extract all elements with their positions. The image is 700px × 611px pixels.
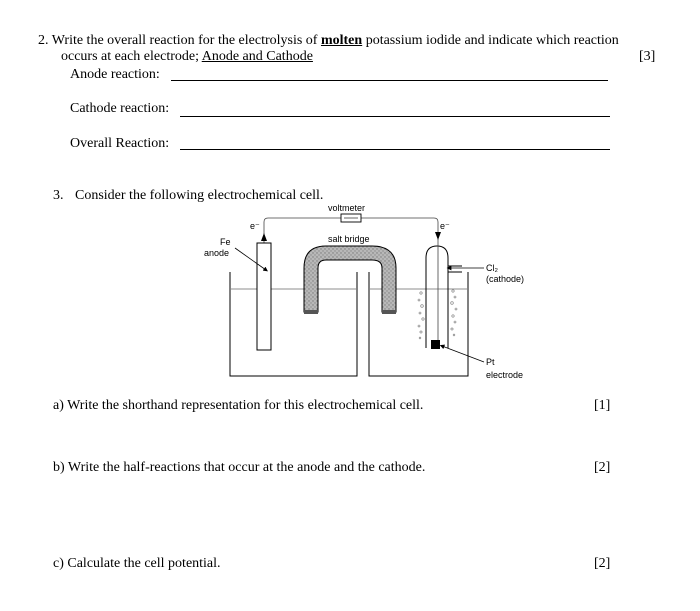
cathode-reaction-label: Cathode reaction: bbox=[70, 101, 170, 116]
q3c-marks: [2] bbox=[594, 556, 611, 571]
overall-reaction-label: Overall Reaction: bbox=[70, 136, 170, 151]
q3b-text: b) Write the half-reactions that occur at the anode and the cathode. bbox=[53, 460, 426, 475]
q3a-marks: [1] bbox=[594, 398, 611, 413]
q3-number: 3. bbox=[53, 188, 64, 203]
fe-label: Fe bbox=[220, 237, 231, 247]
e-right-arrow bbox=[435, 232, 441, 240]
q2-marks: [3] bbox=[639, 49, 656, 64]
anode-reaction-label: Anode reaction: bbox=[70, 67, 160, 82]
q2-text-b: potassium iodide and indicate which reaction bbox=[365, 33, 619, 48]
q2-text-a: Write the overall reaction for the electrolysis of bbox=[51, 33, 318, 48]
pt-leader bbox=[442, 346, 484, 362]
q3-text: Consider the following electrochemical cell. bbox=[75, 188, 324, 203]
electrode-label: electrode bbox=[486, 370, 524, 380]
e-right-label: e⁻ bbox=[440, 221, 450, 231]
q2-text-bold: molten bbox=[320, 33, 363, 48]
fe-electrode bbox=[257, 243, 271, 350]
q2-line2-underlined: Anode and Cathode bbox=[201, 49, 313, 64]
e-left-label: e⁻ bbox=[250, 221, 260, 231]
salt-bridge-plug-left bbox=[304, 310, 318, 314]
salt-bridge bbox=[304, 246, 396, 312]
q3c-text: c) Calculate the cell potential. bbox=[53, 556, 221, 571]
q2-line2-text: occurs at each electrode; bbox=[61, 49, 199, 64]
cl2-bubbles bbox=[418, 290, 457, 339]
left-beaker bbox=[230, 272, 357, 376]
e-left-arrow bbox=[261, 233, 267, 241]
cl2-tube bbox=[426, 246, 448, 348]
salt-bridge-plug-right bbox=[382, 310, 396, 314]
q2-number: 2. bbox=[38, 33, 49, 48]
salt-bridge-label: salt bridge bbox=[328, 234, 370, 244]
pt-label: Pt bbox=[486, 357, 495, 367]
voltmeter-label: voltmeter bbox=[328, 203, 366, 213]
anode-label: anode bbox=[204, 248, 230, 258]
cl2-label: Cl₂ bbox=[486, 263, 498, 273]
pt-electrode bbox=[431, 340, 440, 349]
q3a-text: a) Write the shorthand representation for this electrochemical cell. bbox=[53, 398, 424, 413]
q3b-marks: [2] bbox=[594, 460, 611, 475]
cathode-label: (cathode) bbox=[486, 274, 525, 284]
